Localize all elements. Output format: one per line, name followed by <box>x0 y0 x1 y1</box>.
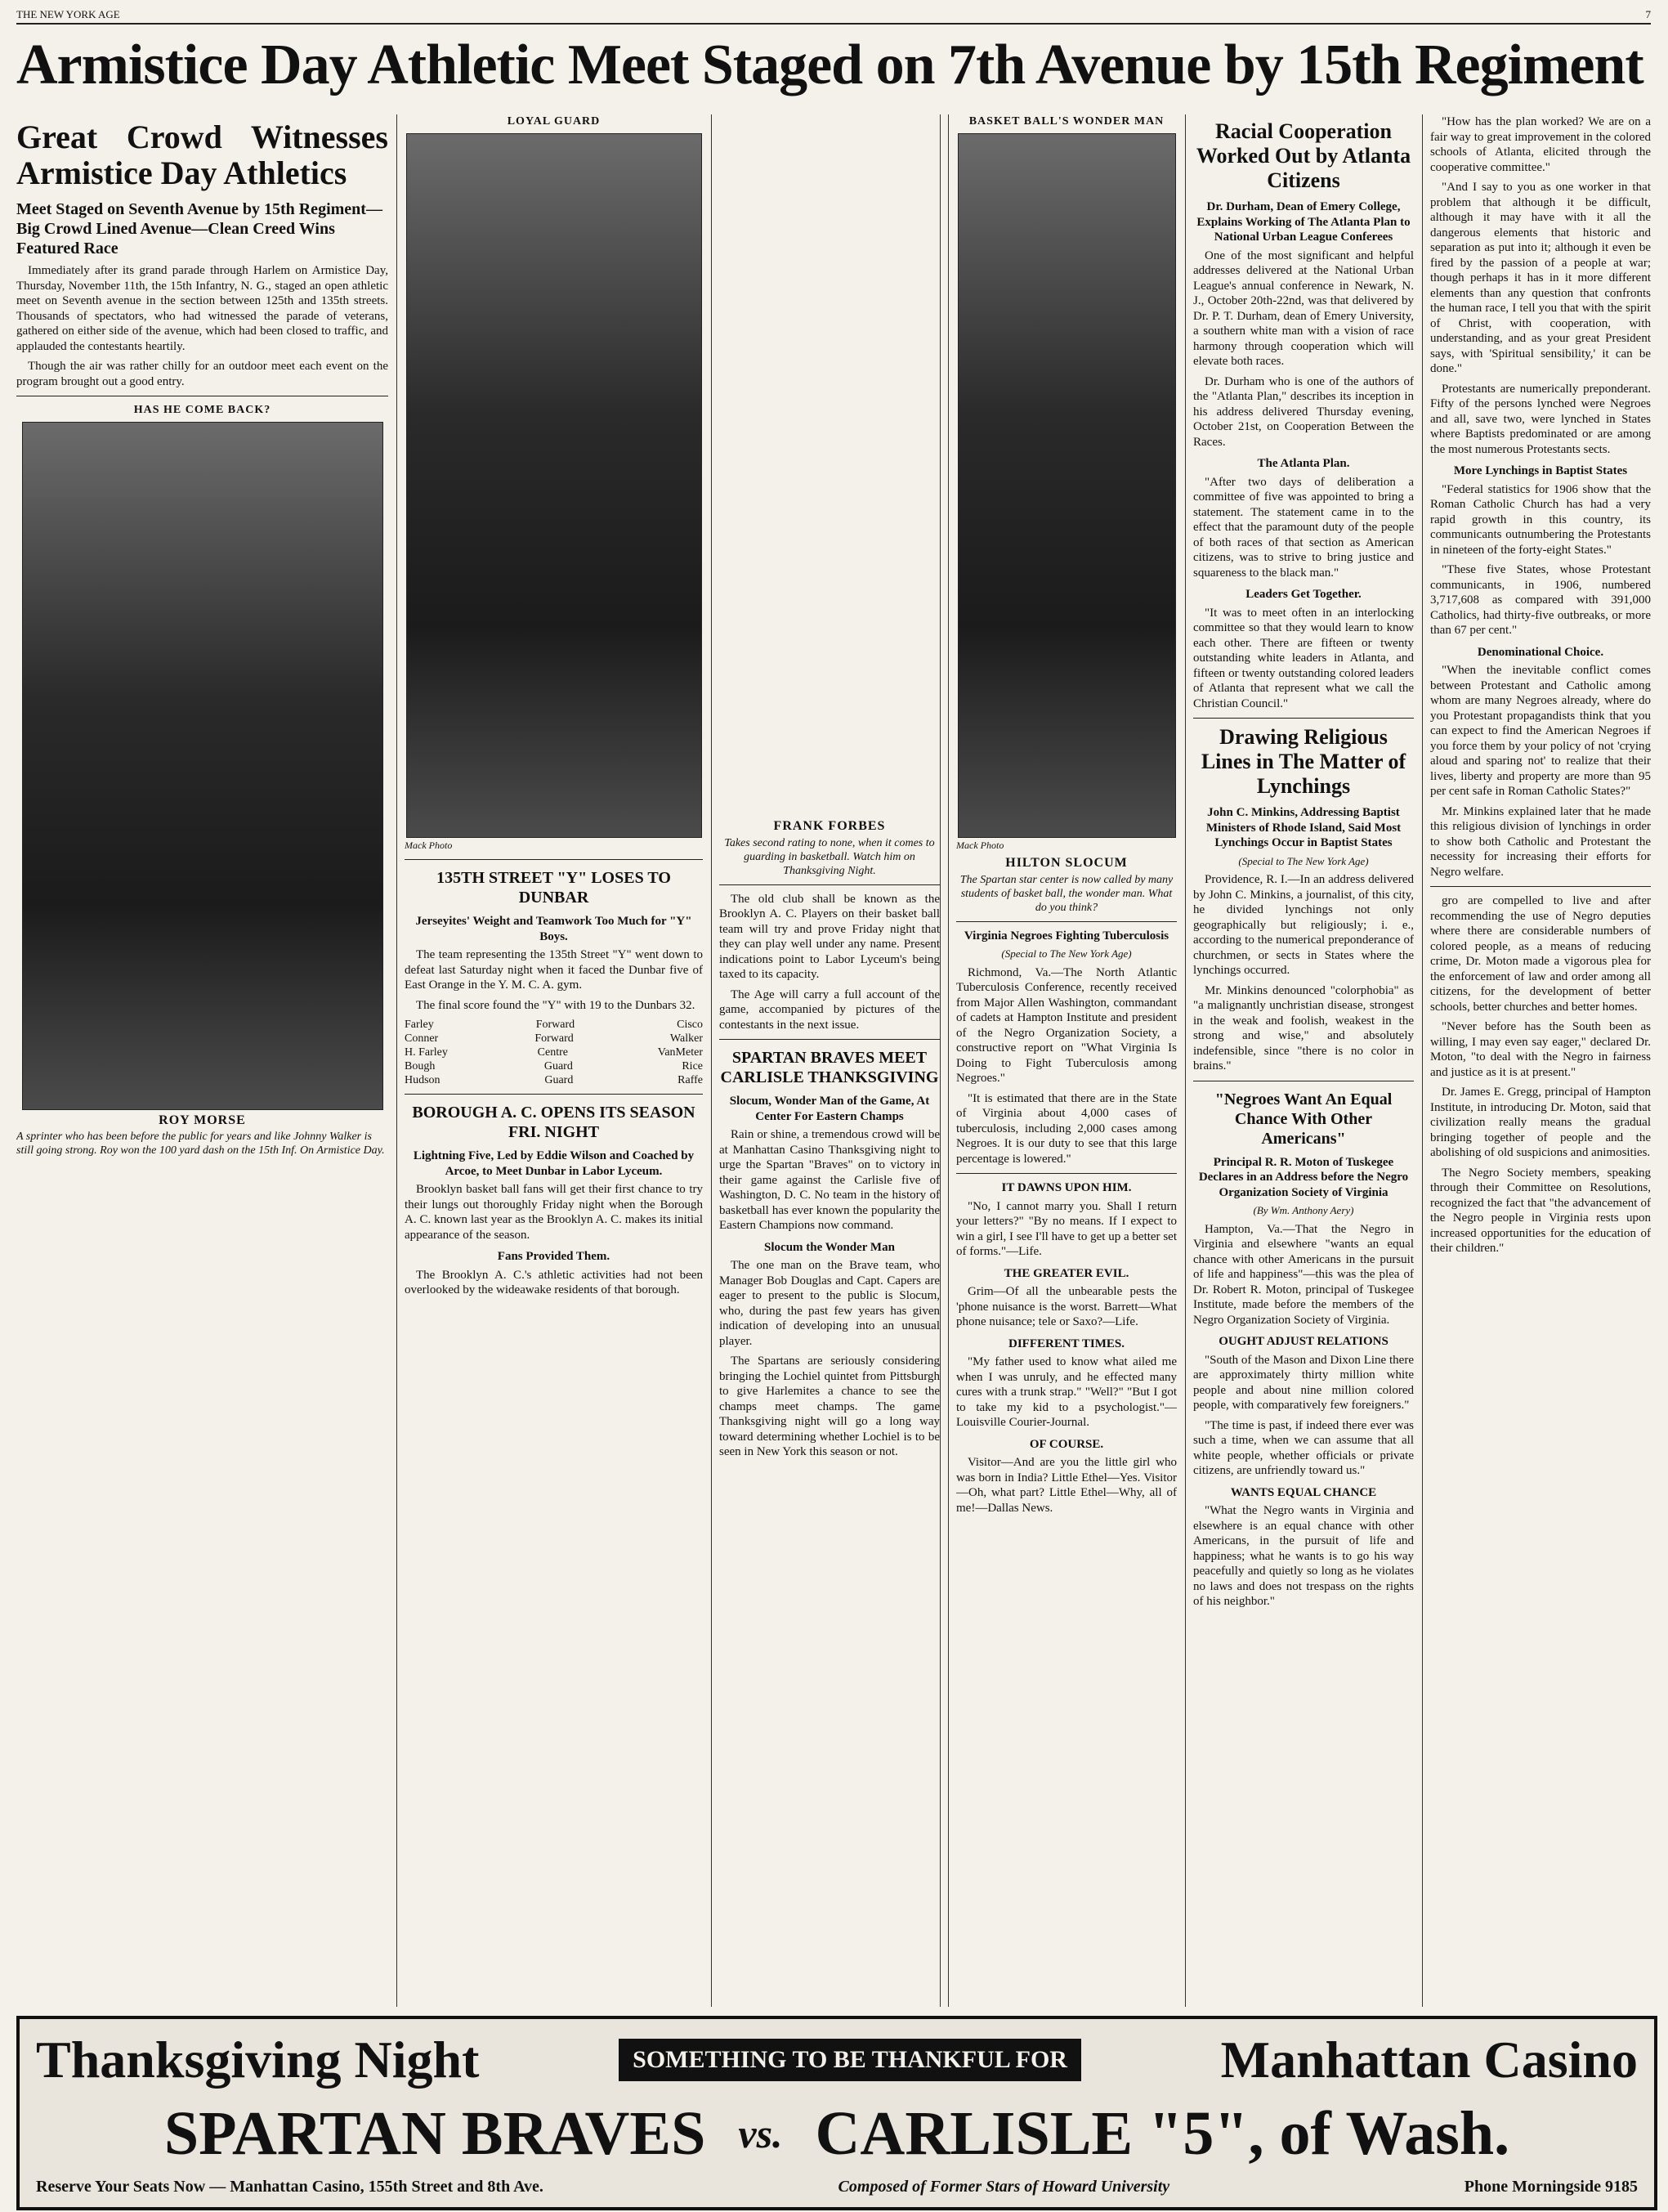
lineup-row: H. Farley Centre VanMeter <box>405 1046 703 1059</box>
lynch-dateline: (Special to The New York Age) <box>1238 854 1369 867</box>
column-sports-right <box>719 114 940 2007</box>
racial-paragraph: One of the most significant and helpful addresses delivered at the National Urban League's annual conference in Newark, N. J., October 20th-22nd, was that delivered by Dr. P. T. Durham, dean of Emery University, a southern white man with a vision of race harmony through cooperation which will elevate both races. <box>1193 249 1414 368</box>
racial-paragraph: Dr. Durham who is one of the authors of the "Atlanta Plan," describes its inception in his address delivered Thursday evening, October 21st, on Cooperation Between the Races. <box>1193 374 1414 449</box>
joke-title: DIFFERENT TIMES. <box>1008 1337 1125 1350</box>
moton-paragraph: "What the Negro wants in Virginia and elsewhere is an equal chance with other Americans, in the pursuit of life and happiness; what he wants is to go his way peacefully and quietly so long as he violates no laws and does not trespass on the rights of his neighbor." <box>1193 1504 1414 1608</box>
racial-deck: Dr. Durham, Dean of Emery College, Explains Working of The Atlanta Plan to National Urban League Conferees <box>1196 200 1411 244</box>
right-paragraph: The Negro Society members, speaking through their Committee on Resolutions, recognized the fact that "the advancement of the Negro people in Virginia rests upon increased opportunities for the education of their children." <box>1430 1166 1651 1255</box>
borough-title: BOROUGH A. C. OPENS ITS SEASON FRI. NIGHT <box>412 1104 695 1141</box>
dunbar-deck: Jerseyites' Weight and Teamwork Too Much for "Y" Boys. <box>415 915 692 943</box>
moton-paragraph: "South of the Mason and Dixon Line there are approximately thirty million white people and about nine million colored people, with comparatively few foreigners." <box>1193 1353 1414 1412</box>
joke-text: Visitor—And are you the little girl who was born in India? Little Ethel—Yes. Visitor—Oh, what part? Little Ethel—Why, all of me!—Dallas News. <box>956 1456 1177 1515</box>
ad-date: Thanksgiving Night <box>36 2031 480 2089</box>
spartan-paragraph: The one man on the Brave team, who Manager Bob Douglas and Capt. Capers are eager to present to the public is Slocum, who, during the past few years has given indication of developing into an unusual player. <box>719 1259 940 1348</box>
divider <box>719 1039 940 1040</box>
virginia-paragraph: Richmond, Va.—The North Atlantic Tuberculosis Conference, recently received from Major Allen Washington, commandant of cadets at Hampton Institute and president of the Negro Organization Society, a constructive report on "What Virginia Is Doing to Fight Tuberculosis among Negroes." <box>956 965 1177 1085</box>
divider <box>405 1094 703 1095</box>
banner-headline: Armistice Day Athletic Meet Staged on 7th Avenue by 15th Regiment <box>16 34 1643 96</box>
right-subhead: Denominational Choice. <box>1477 645 1604 659</box>
lynch-title: Drawing Religious Lines in The Matter of Lynchings <box>1201 725 1406 798</box>
column-rule <box>1185 114 1186 2007</box>
column-rule <box>1422 114 1423 2007</box>
borough-deck: Lightning Five, Led by Eddie Wilson and Coached by Arcoe, to Meet Dunbar in Labor Lyceum. <box>413 1149 695 1178</box>
ad-bottom-line <box>36 2174 1638 2199</box>
spartan-subhead: Slocum the Wonder Man <box>764 1240 895 1254</box>
joke-title: OF COURSE. <box>1029 1437 1104 1451</box>
moton-subhead: WANTS EQUAL CHANCE <box>1230 1485 1377 1499</box>
lineup-row: Farley Forward Cisco <box>405 1019 703 1031</box>
armistice-deck: Meet Staged on Seventh Avenue by 15th Regiment—Big Crowd Lined Avenue—Clean Creed Wins Featured Race <box>16 200 382 257</box>
virginia-paragraph: "It is estimated that there are in the State of Virginia about 4,000 cases of tuberculosis, including 2,000 cases among Negroes. It is our duty to see that this large percentage is lowered." <box>956 1091 1177 1166</box>
racial-paragraph: "It was to meet often in an interlocking committee so that they would learn to know each other. There are fifteen or twenty outstanding white leaders in Atlanta, and fifteen or twenty outstanding colored leaders of Atlanta that represent what we call the Christian Council." <box>1193 606 1414 710</box>
morse-photo <box>22 422 383 1110</box>
racial-subhead: The Atlanta Plan. <box>1257 457 1350 470</box>
lynch-paragraph: Mr. Minkins denounced "colorphobia" as "a malignantly unchristian disease, strongest in the weak and foolish, weakest in the strong and wise," and absolutely indefensible, since "there is no color in brains." <box>1193 983 1414 1072</box>
joke-text: "No, I cannot marry you. Shall I return your letters?" "By no means. If I expect to win a girl, I see I'll have to get up a better set of forms."—Life. <box>956 1199 1177 1258</box>
ad-top-line <box>36 2027 1638 2093</box>
racial-subhead: Leaders Get Together. <box>1245 588 1362 601</box>
divider <box>719 884 940 885</box>
masthead <box>16 7 1651 25</box>
forbes-photo-spacer <box>719 114 940 816</box>
ad-matchup <box>36 2097 1638 2170</box>
page-number: 7 <box>1645 8 1651 20</box>
spartan-paragraph: The Spartans are seriously considering bringing the Lochiel quintet from Pittsburgh to give Harlemites a chance to see the champs meet champs. The game Thanksgiving night will go a long way toward determining whether Lochiel is to be seen in New York this season or not. <box>719 1355 940 1458</box>
slocum-photo <box>958 133 1176 838</box>
dunbar-paragraph: The team representing the 135th Street "Y" went down to defeat last Saturday night when it faced the Dunbar five of East Orange in the Y. M. C. A. gym. <box>405 948 703 992</box>
right-paragraph: "When the inevitable conflict comes between Protestant and Catholic among whom are many Negroes already, where do you Protestant propagandists think that you can expect to find the American Negroes if you force them by your policy of not 'crying aloud and sparing not' to realize that their lives, liberty and property are more than 95 per cent safe in Roman Catholic States?" <box>1430 664 1651 798</box>
ad-boxed-slogan: SOMETHING TO BE THANKFUL FOR <box>619 2039 1081 2081</box>
virginia-dateline: (Special to The New York Age) <box>1001 947 1132 960</box>
moton-byline: (By Wm. Anthony Aery) <box>1253 1204 1354 1216</box>
dunbar-paragraph: The final score found the "Y" with 19 to the Dunbars 32. <box>416 998 695 1012</box>
lineup-row: Bough Guard Rice <box>405 1060 703 1072</box>
spartan-title: SPARTAN BRAVES MEET CARLISLE THANKSGIVING <box>720 1049 939 1086</box>
right-paragraph: gro are compelled to live and after recommending the use of Negro deputies where there are considerable numbers of colored people, as a means of reducing crime, Dr. Moton made a vigorous plea for the enforcement of law and order among all citizens, for the development of better schools, better churches and better homes. <box>1430 894 1651 1014</box>
divider <box>956 921 1177 922</box>
column-right <box>1430 114 1651 2007</box>
joke-text: Grim—Of all the unbearable pests the 'phone nuisance is the worst. Barrett—What phone nuisance; tele or Saxo?—Life. <box>956 1285 1177 1328</box>
divider <box>405 859 703 860</box>
ad-subtitle: Composed of Former Stars of Howard University <box>838 2177 1170 2196</box>
right-paragraph: "These five States, whose Protestant communicants, in 1906, numbered 3,717,608 as compared with 391,000 Catholics, had thirty-five outbreaks, or more than 67 per cent." <box>1430 563 1651 637</box>
forbes-photo <box>406 133 702 838</box>
dunbar-lineup <box>405 1018 703 1087</box>
joke-title: THE GREATER EVIL. <box>1004 1266 1129 1280</box>
joke-text: "My father used to know what ailed me when I was unruly, and he effected many cures with a trunk strap." "Well?" "But I got to take my kid to a psychologist."—Louisville Courier-Journal. <box>956 1355 1177 1429</box>
right-paragraph: "And I say to you as one worker in that problem that although it be difficult, although it may have with it all the dangerous elements that historic and separation as put into it; although it even be fired by the passion of a people at war; though perhaps it has in it more different elements than any question that confronts the human race, I tell you that with the spirit of Christ, with cooperation, with understanding, and as your great President says, with 'Spiritual sensibility,' it can be done." <box>1430 181 1651 375</box>
dunbar-title: 135TH STREET "Y" LOSES TO DUNBAR <box>436 869 671 907</box>
moton-kicker: "Negroes Want An Equal Chance With Other Americans" <box>1214 1090 1393 1148</box>
divider <box>956 1173 1177 1174</box>
ad-venue: Manhattan Casino <box>1220 2031 1638 2089</box>
right-paragraph: Protestants are numerically preponderant. Fifty of the persons lynched were Negroes and all, save two, were lynched in States where Baptists predominated or are among the most numerous Protestants sects. <box>1430 382 1651 456</box>
armistice-paragraph: Immediately after its grand parade through Harlem on Armistice Day, Thursday, November 11th, the 15th Infantry, N. G., staged an open athletic meet on Seventh avenue in the section between 125th and 135th streets. Thousands of spectators, who had witnessed the parade of veterans, gathered on either side of the avenue, which had been closed to traffic, and applauded the contestants heartily. <box>16 264 388 353</box>
wonder-man-label: BASKET BALL'S WONDER MAN <box>968 115 1165 128</box>
column-rule <box>711 114 712 2007</box>
ad-versus: vs. <box>738 2111 783 2156</box>
moton-subhead: OUGHT ADJUST RELATIONS <box>1219 1335 1389 1348</box>
moton-paragraph: "The time is past, if indeed there ever was such a time, when we can assume that all white people, whether officials or private citizens, are unfriendly toward us." <box>1193 1418 1414 1477</box>
lynch-paragraph: Providence, R. I.—In an address delivered by John C. Minkins, a journalist, of this city, he divided lynchings not only geographically but religiously; i. e., according to the numerical preponderance of churchmen, or sects in States where the lynchings occurred. <box>1193 873 1414 977</box>
joke-title: IT DAWNS UPON HIM. <box>1001 1181 1132 1194</box>
morse-caption: A sprinter who has been before the public for years and like Johnny Walker is still going strong. Roy won the 100 yard dash on the 15th Inf. On Armistice Day. <box>16 1131 385 1157</box>
moton-title: Principal R. R. Moton of Tuskegee Declares in an Address before the Negro Organization Society of Virginia <box>1198 1155 1409 1199</box>
right-paragraph: Mr. Minkins explained later that he made this religious division of lynchings in order to show both Catholic and Protestant the necessity for increasing their efforts for Negro welfare. <box>1430 804 1651 879</box>
column-rule <box>940 114 941 2007</box>
forbes-caption: Takes second rating to none, when it comes to guarding in basketball. Watch him on Thanksgiving Night. <box>724 836 935 877</box>
ad-phone: Phone Morningside 9185 <box>1464 2177 1638 2196</box>
virginia-title: Virginia Negroes Fighting Tuberculosis <box>964 929 1169 943</box>
divider <box>1430 886 1651 887</box>
slocum-caption: The Spartan star center is now called by many students of basket ball, the wonder man. What do you think? <box>959 873 1174 914</box>
club-paragraph: The Age will carry a full account of the game, accompanied by pictures of the contestants in the next issue. <box>719 987 940 1032</box>
club-paragraph: The old club shall be known as the Brooklyn A. C. Players on their basket ball team will try and prove Friday night that they can play well under any name. Present indications point to Labor Lyceum's being taxed to its capacity. <box>719 892 940 981</box>
morse-photo-label: HAS HE COME BACK? <box>133 404 271 416</box>
masthead-paper-name: THE NEW YORK AGE <box>16 8 120 20</box>
loyal-guard-label: LOYAL GUARD <box>507 115 601 128</box>
lineup-row: Conner Forward Walker <box>405 1032 703 1045</box>
spartan-paragraph: Rain or shine, a tremendous crowd will be at Manhattan Casino Thanksgiving night to urge the Spartan "Braves" on to victory in their game against the Carlisle five of Washington, D. C. No team in the history of basketball has ever known the popularity the Eastern Champions now command. <box>719 1128 940 1232</box>
racial-paragraph: "After two days of deliberation a committee of five was appointed to bring a statement. The statement came in to the effect that the paramount duty of the people of both races of that section as American citizens, was to strive to bring justice and squareness to the black man." <box>1193 475 1414 580</box>
racial-title: Racial Cooperation Worked Out by Atlanta Citizens <box>1196 119 1411 192</box>
column-wonder-man <box>956 114 1177 2007</box>
column-armistice <box>16 114 388 2007</box>
borough-subhead: Fans Provided Them. <box>497 1250 610 1263</box>
slocum-photo-credit: Mack Photo <box>956 839 1004 851</box>
ad-reserve: Reserve Your Seats Now — Manhattan Casino, 155th Street and 8th Ave. <box>36 2177 543 2196</box>
ad-team-away: CARLISLE "5", of Wash. <box>815 2098 1510 2168</box>
right-paragraph: Dr. James E. Gregg, principal of Hampton Institute, in introducing Dr. Moton, said that civilization really means the gradual bringing together of people and the abolishing of old suspicions and animosities. <box>1430 1086 1651 1159</box>
right-paragraph: "How has the plan worked? We are on a fair way to great improvement in the colored schools of Atlanta, elicited through the cooperative committee." <box>1430 115 1651 174</box>
moton-paragraph: Hampton, Va.—That the Negro in Virginia and elsewhere "wants an equal chance with other Americans in the pursuit of life and happiness"—this was the plea of Dr. Robert R. Moton, principal of Tuskegee Institute, made before the members of the Negro Organization Society of Virginia. <box>1193 1222 1414 1327</box>
right-paragraph: "Never before has the South been as willing, I may even say eager," declared Dr. Moton, "to deal with the Negro in fairness and justice as it is at present." <box>1430 1020 1651 1079</box>
game-advertisement <box>16 2016 1657 2210</box>
lynch-deck: John C. Minkins, Addressing Baptist Ministers of Rhode Island, Said Most Lynchings Occur in Baptist States <box>1205 806 1402 849</box>
column-sports-left <box>405 114 703 2007</box>
column-race-relations <box>1193 114 1414 2007</box>
borough-paragraph: Brooklyn basket ball fans will get their first chance to try their lungs out thoroughly Friday night when the Borough A. C. known last year as the Brooklyn A. C. makes its initial appearance of the season. <box>405 1183 703 1242</box>
slocum-name: HILTON SLOCUM <box>1005 856 1128 870</box>
armistice-title: Great Crowd Witnesses Armistice Day Athletics <box>16 119 388 191</box>
forbes-photo-credit: Mack Photo <box>405 839 453 851</box>
morse-caption-title: ROY MORSE <box>159 1113 246 1127</box>
spartan-deck: Slocum, Wonder Man of the Game, At Center For Eastern Champs <box>729 1095 930 1123</box>
armistice-paragraph: Though the air was rather chilly for an outdoor meet each event on the program brought out a good entry. <box>16 360 388 388</box>
divider <box>1193 718 1414 719</box>
right-subhead: More Lynchings in Baptist States <box>1453 464 1628 477</box>
right-paragraph: "Federal statistics for 1906 show that the Roman Catholic Church has had a very rapid growth in this country, its communicants outnumbering the Protestants in nineteen of the forty-eight States." <box>1430 482 1651 557</box>
lineup-row: Hudson Guard Raffe <box>405 1074 703 1086</box>
column-rule <box>948 114 949 2007</box>
ad-team-home: SPARTAN BRAVES <box>163 2098 706 2168</box>
column-rule <box>396 114 397 2007</box>
forbes-name: FRANK FORBES <box>773 819 886 833</box>
borough-paragraph: The Brooklyn A. C.'s athletic activities had not been overlooked by the wideawake residents of that borough. <box>405 1268 703 1296</box>
